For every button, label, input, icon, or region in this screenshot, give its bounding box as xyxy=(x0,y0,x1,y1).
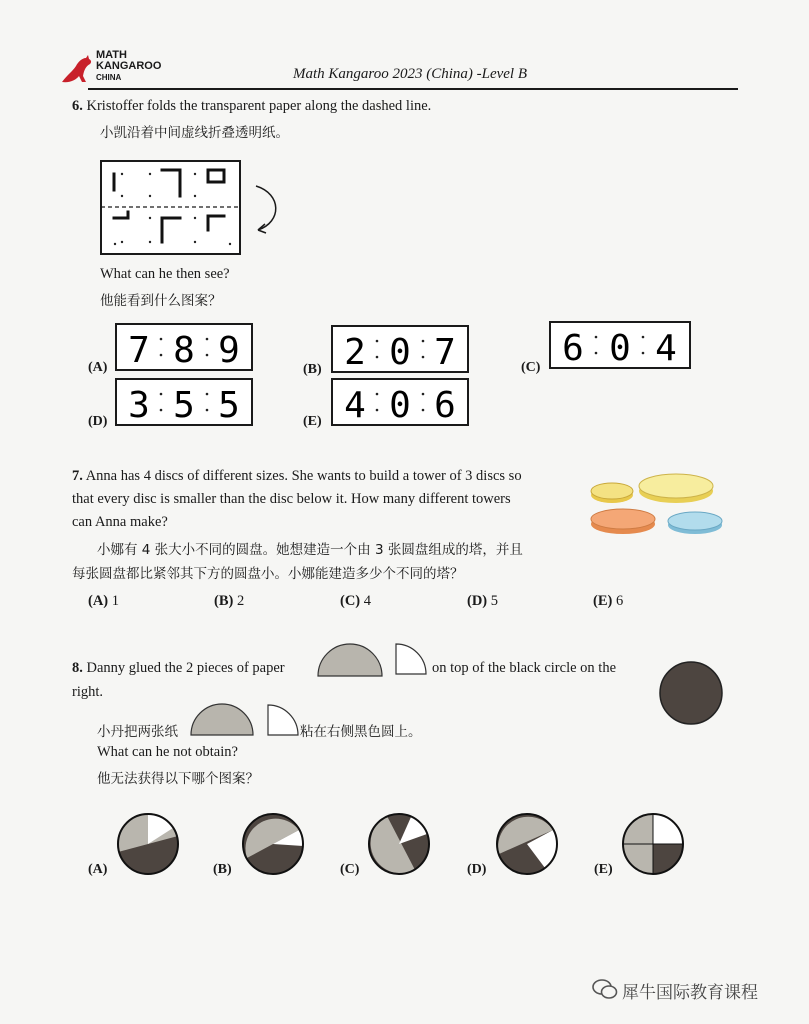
q8-text-cn-part-1: 小丹把两张纸 xyxy=(97,724,178,740)
q7-option-d-letter: (D) xyxy=(467,593,488,609)
q7-text-cn-line-2: 每张圆盘都比紧邻其下方的圆盘小。小娜能建造多少个不同的塔？ xyxy=(72,566,464,582)
q7-text-line-2: that every disc is smaller than the disc below it. How many different towers xyxy=(72,491,511,507)
q7-option-e[interactable] xyxy=(593,593,623,610)
q6-option-b-digit-1: 2 xyxy=(344,332,366,373)
q8-text-part-2: on top of the black circle on the xyxy=(432,660,617,676)
wechat-icon xyxy=(592,978,618,1000)
q7-option-a[interactable] xyxy=(88,593,119,610)
q7-option-c-value: 4 xyxy=(363,593,372,609)
q7-number: 7. xyxy=(72,468,83,484)
q8-option-a-label: (A) xyxy=(88,862,108,877)
q6-option-d-label: (D) xyxy=(88,414,108,429)
q6-option-e-digit-3: 6 xyxy=(434,385,456,426)
q8-question-cn: 他无法获得以下哪个图案？ xyxy=(97,771,259,787)
disc-medium-orange xyxy=(591,509,655,534)
q8-option-b-label: (B) xyxy=(213,862,232,877)
q7-option-b-value: 2 xyxy=(236,593,245,609)
logo-text xyxy=(96,50,161,83)
q8-number: 8. xyxy=(72,660,83,676)
q6-option-c-display xyxy=(549,321,691,369)
q6-option-b[interactable] xyxy=(331,325,469,373)
q6-option-c-digit-2: 0 xyxy=(609,328,631,369)
q6-option-c-digit-3: 4 xyxy=(655,328,677,369)
q6-option-d-digit-1: 3 xyxy=(128,385,150,426)
q8-semicircle-piece-cn-icon xyxy=(189,701,255,737)
q6-option-c[interactable] xyxy=(549,321,691,369)
q6-number: 6. xyxy=(72,98,83,114)
q7-statement-line-1: Anna has 4 discs of different sizes. She wants to build a tower of 3 discs so xyxy=(85,468,522,484)
q6-option-b-digit-2: 0 xyxy=(389,332,411,373)
q7-option-b[interactable] xyxy=(214,593,244,610)
q8-option-d[interactable] xyxy=(495,812,559,876)
q7-option-b-letter: (B) xyxy=(214,593,234,609)
q8-option-d-label: (D) xyxy=(467,862,487,877)
q6-option-a-display xyxy=(115,323,253,371)
q6-option-a-digit-2: 8 xyxy=(173,330,195,371)
q6-text-cn: 小凯沿着中间虚线折叠透明纸。 xyxy=(100,125,289,141)
q6-option-a[interactable] xyxy=(115,323,253,371)
q6-option-b-digit-3: 7 xyxy=(434,332,456,373)
header-rule xyxy=(88,88,738,90)
q8-text-part-1 xyxy=(72,660,285,677)
q7-option-d[interactable] xyxy=(467,593,498,610)
disc-small-yellow xyxy=(591,483,633,503)
q7-option-e-value: 6 xyxy=(615,593,624,609)
q8-black-circle-icon xyxy=(658,660,724,726)
q8-quarter-piece-cn-icon xyxy=(266,703,300,737)
q8-text-part-3: right. xyxy=(72,684,104,700)
q7-text-cn-line-1: 小娜有 4 张大小不同的圆盘。她想建造一个由 3 张圆盘组成的塔，并且 xyxy=(97,542,523,558)
q6-option-d-display xyxy=(115,378,253,426)
q6-option-c-label: (C) xyxy=(521,360,541,375)
watermark-text: 犀牛国际教育课程 xyxy=(622,983,758,1003)
q7-text-line-1 xyxy=(72,468,522,485)
q8-semicircle-piece-icon xyxy=(316,640,384,678)
q7-option-c[interactable] xyxy=(340,593,371,610)
q7-text-line-3: can Anna make? xyxy=(72,514,168,530)
page-title: Math Kangaroo 2023 (China) -Level B xyxy=(293,66,528,82)
q6-option-e-digit-2: 0 xyxy=(389,385,411,426)
q6-text xyxy=(72,98,431,115)
q6-option-a-digit-3: 9 xyxy=(218,330,240,371)
disc-large-yellow xyxy=(639,474,713,503)
logo-line-1: MATH xyxy=(96,49,127,61)
q6-option-c-digit-1: 6 xyxy=(562,328,584,369)
q6-transparent-paper-figure xyxy=(100,160,290,256)
q6-option-e[interactable] xyxy=(331,378,469,426)
q6-option-d-digit-3: 5 xyxy=(218,385,240,426)
logo-line-3: CHINA xyxy=(96,73,122,82)
q6-option-a-label: (A) xyxy=(88,360,108,375)
q8-option-c[interactable] xyxy=(367,812,431,876)
q8-option-e-label: (E) xyxy=(594,862,613,877)
q7-option-d-value: 5 xyxy=(490,593,499,609)
q8-text-cn-part-2: 粘在右侧黑色圆上。 xyxy=(300,724,422,740)
q8-quarter-piece-icon xyxy=(394,642,428,676)
q6-option-e-label: (E) xyxy=(303,414,322,429)
q8-statement-part-1: Danny glued the 2 pieces of paper xyxy=(86,660,285,676)
q7-option-c-letter: (C) xyxy=(340,593,361,609)
q7-option-a-value: 1 xyxy=(111,593,120,609)
q6-option-e-digit-1: 4 xyxy=(344,385,366,426)
q8-option-e[interactable] xyxy=(621,812,685,876)
q6-option-d-digit-2: 5 xyxy=(173,385,195,426)
kangaroo-logo-icon xyxy=(58,52,98,86)
q7-discs-figure xyxy=(588,468,728,544)
q7-option-a-letter: (A) xyxy=(88,593,109,609)
q6-option-b-label: (B) xyxy=(303,362,322,377)
q6-option-e-display xyxy=(331,378,469,426)
q6-question-cn: 他能看到什么图案？ xyxy=(100,293,222,309)
q6-option-d[interactable] xyxy=(115,378,253,426)
q8-question: What can he not obtain? xyxy=(97,744,238,760)
logo-line-2: KANGAROO xyxy=(96,60,162,72)
q7-option-e-letter: (E) xyxy=(593,593,613,609)
q6-option-a-digit-1: 7 xyxy=(128,330,150,371)
q6-statement: Kristoffer folds the transparent paper along the dashed line. xyxy=(86,98,432,114)
q8-option-a[interactable] xyxy=(116,812,180,876)
q8-option-b[interactable] xyxy=(241,812,305,876)
header xyxy=(0,0,809,95)
disc-small-blue xyxy=(668,512,722,534)
q6-option-b-display xyxy=(331,325,469,373)
q6-question: What can he then see? xyxy=(100,266,230,282)
q8-option-c-label: (C) xyxy=(340,862,360,877)
